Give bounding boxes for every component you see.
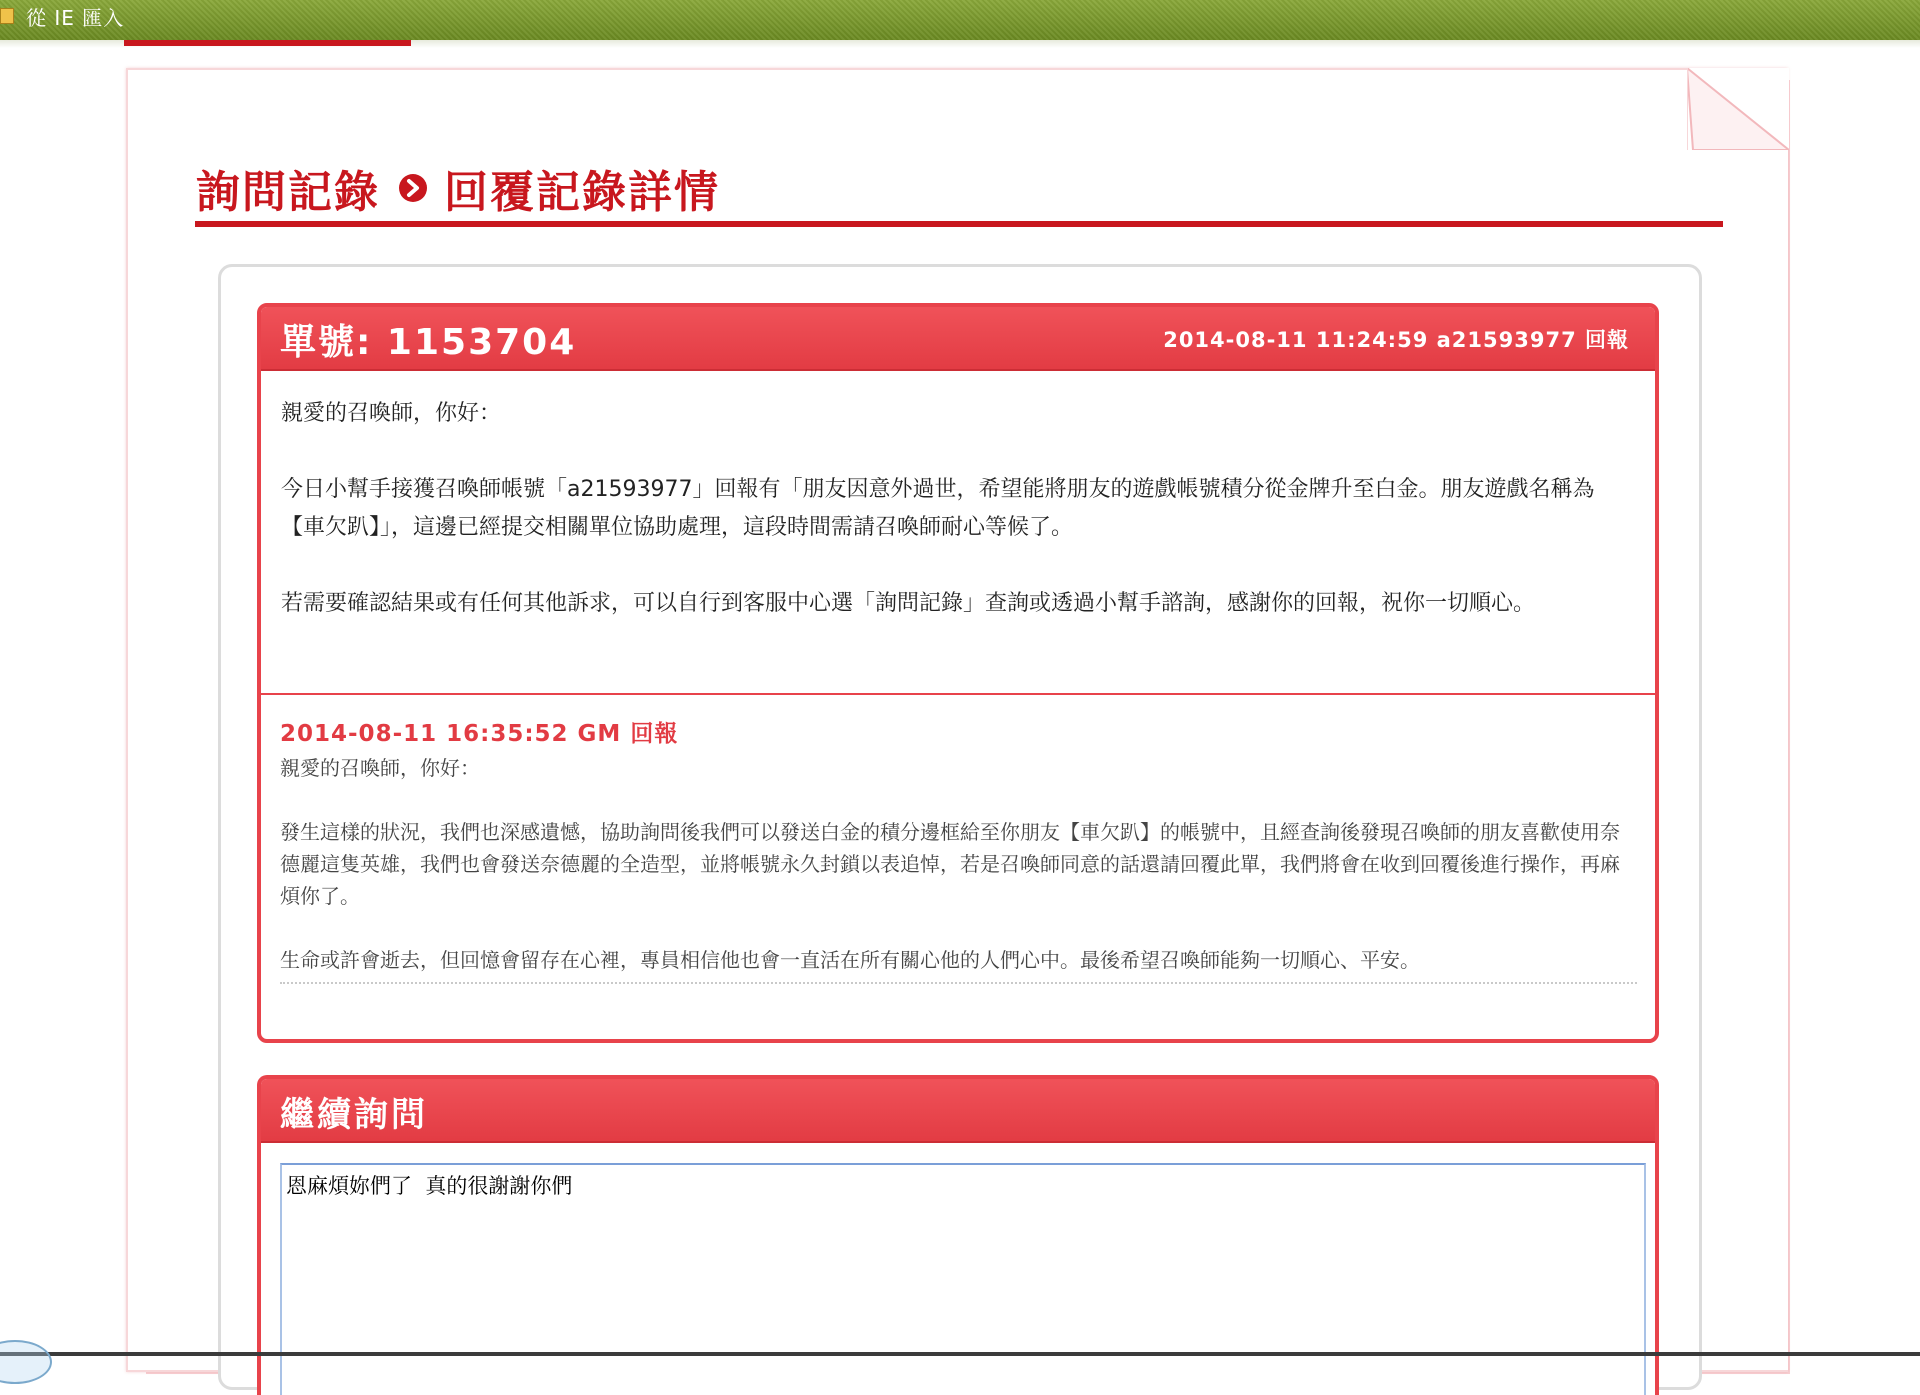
ticket-message-body: 今日小幫手接獲召喚師帳號「a21593977」回報有「朋友因意外過世，希望能將朋友的遊戲帳號積分從金牌升至白金。朋友遊戲名稱為【車欠趴】」，這邊已經提交相關單位協助處理，這段時間需請召喚師耐心等候了。 [281, 477, 1595, 540]
continue-inquiry-header [261, 1079, 1655, 1143]
start-orb-icon[interactable] [0, 1340, 52, 1384]
gm-reply-paragraph: 發生這樣的狀況，我們也深感遺憾，協助詢問後我們可以發送白金的積分邊框給至你朋友【車欠趴】的帳號中，且經查詢後發現召喚師的朋友喜歡使用奈德麗這隻英雄，我們也會發送奈德麗的全造型，並將帳號永久封鎖以表追悼，若是召喚師同意的話還請回覆此單，我們將會在收到回覆後進行操作，再麻煩你了。 [280, 820, 1620, 908]
ticket-number: 單號: 1153704 [280, 321, 577, 363]
breadcrumb-current: 回覆記錄詳情 [444, 167, 720, 218]
gm-reply-header: 2014-08-11 16:35:52 GM 回報 [280, 721, 679, 747]
ticket-panel [257, 303, 1659, 1043]
ticket-meta: 2014-08-11 11:24:59 a21593977 回報 [1163, 328, 1629, 352]
bookmark-label: 從 IE 匯入 [26, 5, 125, 30]
folder-icon [0, 8, 14, 24]
reply-dotted-divider [280, 982, 1637, 984]
chevron-circle-right-icon [398, 173, 428, 203]
gm-reply-body [280, 752, 1637, 976]
breadcrumb-inquiry-records[interactable]: 詢問記錄 [196, 167, 380, 218]
ticket-message-greeting: 親愛的召喚師，你好： [281, 401, 502, 426]
page-tab-indicator [124, 40, 411, 46]
continue-inquiry-panel [257, 1075, 1659, 1395]
ticket-message [261, 371, 1655, 693]
gm-reply [261, 695, 1655, 984]
gm-reply-greeting: 親愛的召喚師，你好： [280, 756, 480, 780]
bookmark-bar [0, 0, 1920, 40]
heading-rule [195, 221, 1723, 227]
page-title [196, 158, 720, 218]
bookmark-import-from-ie[interactable] [0, 3, 124, 29]
taskbar-edge [0, 1352, 1920, 1356]
ticket-message-closing: 若需要確認結果或有任何其他訴求，可以自行到客服中心選「詢問記錄」查詢或透過小幫手諮詢，感謝你的回報，祝你一切順心。 [281, 591, 1536, 616]
gm-reply-paragraph: 生命或許會逝去，但回憶會留存在心裡，專員相信他也會一直活在所有關心他的人們心中。最後希望召喚師能夠一切順心、平安。 [280, 948, 1420, 972]
ticket-header [261, 307, 1655, 371]
continue-inquiry-title: 繼續詢問 [280, 1094, 428, 1135]
continue-inquiry-textarea[interactable] [280, 1163, 1646, 1395]
page-curl-icon [1687, 68, 1789, 150]
